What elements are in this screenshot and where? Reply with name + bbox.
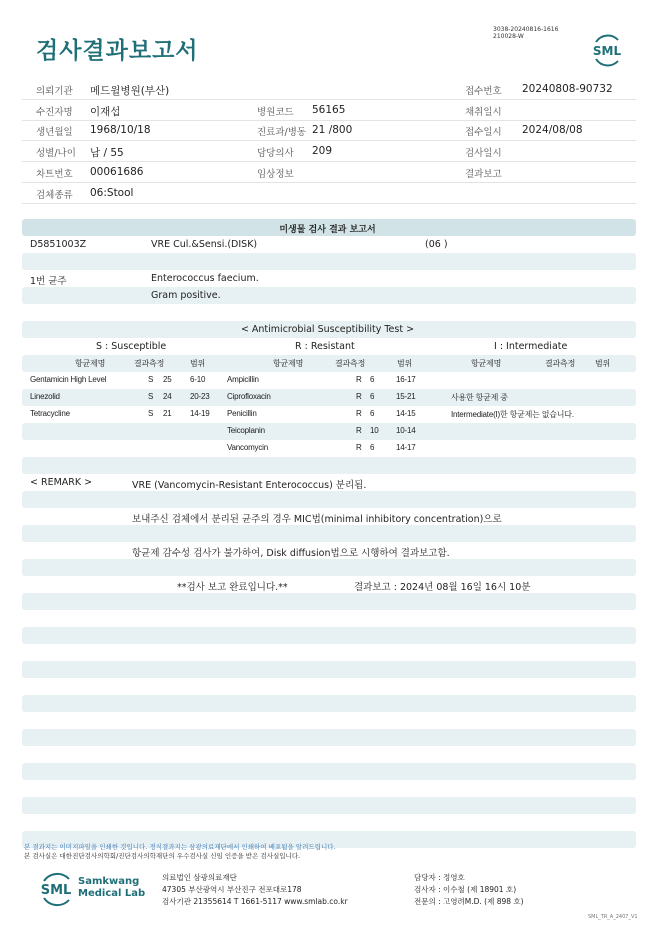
info-label: 검사일시 bbox=[465, 148, 502, 160]
remark-label: < REMARK > bbox=[30, 477, 93, 488]
section-title: 미생물 검사 결과 보고서 bbox=[279, 225, 376, 235]
info-label: 병원코드 bbox=[257, 106, 294, 118]
remark-text: VRE (Vancomycin-Resistant Enterococcus) 분리됨. bbox=[132, 480, 367, 491]
info-value: 20240808-90732 bbox=[522, 83, 613, 95]
table-row bbox=[22, 746, 636, 763]
table-row bbox=[22, 729, 636, 746]
info-row bbox=[22, 161, 636, 183]
info-value: 56165 bbox=[312, 103, 346, 116]
info-row bbox=[22, 78, 636, 100]
org-address: 47305 부산광역시 부산진구 전포대로178 bbox=[162, 885, 302, 894]
remark-text: 보내주신 검체에서 분리된 균주의 경우 MIC법(minimal inhibitory concentration)으로 bbox=[132, 514, 502, 525]
table-row bbox=[22, 593, 636, 610]
table-row bbox=[22, 644, 636, 661]
drug-zone: 6 bbox=[370, 409, 375, 418]
drug-range: 6-10 bbox=[190, 375, 206, 384]
samkwang-logo-text bbox=[78, 876, 145, 900]
info-label: 담당의사 bbox=[257, 148, 294, 160]
svg-text:SML: SML bbox=[592, 44, 622, 58]
table-row bbox=[22, 304, 636, 321]
info-row bbox=[22, 140, 636, 162]
table-row bbox=[22, 457, 636, 474]
specimen-code: (06 ) bbox=[425, 239, 448, 250]
info-value: 이재섭 bbox=[90, 105, 121, 118]
logo-name-1: Samkwang bbox=[78, 876, 140, 887]
table-row bbox=[22, 695, 636, 712]
col-header-drug: 항균제명 bbox=[273, 359, 304, 368]
table-row bbox=[22, 610, 636, 627]
document-id bbox=[493, 26, 558, 40]
drug-zone: 25 bbox=[163, 375, 172, 384]
drug-name: Ampicillin bbox=[227, 375, 259, 384]
logo-name-2: Medical Lab bbox=[78, 888, 146, 899]
col-header-result: 결과측정 bbox=[545, 359, 576, 368]
col-header-drug: 항균제명 bbox=[75, 359, 106, 368]
drug-zone: 6 bbox=[370, 443, 375, 452]
info-label: 결과보고 bbox=[465, 168, 502, 180]
drug-name: Penicillin bbox=[227, 409, 257, 418]
isolate-label: 1번 균주 bbox=[30, 276, 67, 287]
test-name: VRE Cul.&Sensi.(DISK) bbox=[151, 239, 258, 250]
info-label: 접수일시 bbox=[465, 127, 502, 139]
lab-address-block bbox=[162, 872, 348, 908]
report-time: 결과보고 : 2024년 08월 16일 16시 10분 bbox=[354, 582, 531, 593]
drug-name: Gentamicin High Level bbox=[30, 375, 107, 384]
table-row bbox=[22, 814, 636, 831]
col-header-drug: 항균제명 bbox=[471, 359, 502, 368]
drug-zone: 21 bbox=[163, 409, 172, 418]
test-code: D5851003Z bbox=[30, 239, 87, 250]
info-row bbox=[22, 182, 636, 204]
legend-intermediate: I : Intermediate bbox=[494, 341, 568, 352]
info-label: 차트번호 bbox=[36, 168, 73, 180]
doc-id-1: 3038-20240816-1616 bbox=[493, 26, 559, 33]
doc-id-2: 210028-W bbox=[493, 33, 524, 40]
org-contact: 검사기관 21355614 T 1661-5117 www.smlab.co.kr bbox=[162, 897, 348, 906]
table-row bbox=[22, 712, 636, 729]
drug-interpretation: S bbox=[148, 409, 154, 418]
info-label: 접수번호 bbox=[465, 86, 502, 97]
col-header-result: 결과측정 bbox=[335, 359, 366, 368]
notice-image-print: 본 결과지는 이미지파일을 인쇄한 것입니다. 정식결과지는 삼광의료재단에서 인쇄하여 배포됨을 알려드립니다. bbox=[24, 843, 336, 851]
table-row bbox=[22, 576, 636, 593]
report-complete: **검사 보고 완료입니다.** bbox=[177, 582, 288, 593]
drug-zone: 6 bbox=[370, 375, 375, 384]
drug-interpretation: R bbox=[356, 409, 362, 418]
info-label: 의뢰기관 bbox=[36, 86, 73, 97]
drug-range: 20-23 bbox=[190, 392, 210, 401]
drug-range: 14-15 bbox=[396, 409, 416, 418]
table-row bbox=[22, 678, 636, 695]
info-label: 수진자명 bbox=[36, 106, 73, 118]
info-row bbox=[22, 99, 636, 121]
intermediate-note: Intermediate(I)한 항균제는 없습니다. bbox=[451, 410, 574, 419]
col-header-range: 범위 bbox=[190, 359, 206, 368]
signatories-block bbox=[414, 872, 524, 908]
info-value: 06:Stool bbox=[90, 186, 134, 199]
org-name: 의료법인 삼광의료재단 bbox=[162, 873, 237, 882]
table-row bbox=[22, 797, 636, 814]
drug-name: Vancomycin bbox=[227, 443, 268, 452]
table-row bbox=[22, 525, 636, 542]
table-row bbox=[22, 270, 636, 287]
info-value: 00061686 bbox=[90, 165, 144, 178]
drug-name: Linezolid bbox=[30, 392, 60, 401]
page-title: 검사결과보고서 bbox=[36, 38, 199, 64]
table-row bbox=[22, 389, 636, 406]
col-header-range: 범위 bbox=[397, 359, 413, 368]
tester: 검사자 : 이수철 (제 18901 호) bbox=[414, 885, 517, 894]
drug-interpretation: S bbox=[148, 375, 154, 384]
table-row bbox=[22, 661, 636, 678]
drug-zone: 6 bbox=[370, 392, 375, 401]
info-value: 2024/08/08 bbox=[522, 124, 583, 137]
drug-zone: 10 bbox=[370, 426, 379, 435]
drug-name: Ciprofloxacin bbox=[227, 392, 271, 401]
table-row bbox=[22, 253, 636, 270]
table-row bbox=[22, 423, 636, 440]
svg-text:SML: SML bbox=[40, 883, 72, 898]
table-row bbox=[22, 627, 636, 644]
table-row bbox=[22, 287, 636, 304]
table-row bbox=[22, 763, 636, 780]
info-row bbox=[22, 119, 636, 141]
table-row bbox=[22, 780, 636, 797]
info-value: 21 /800 bbox=[312, 124, 353, 137]
drug-zone: 24 bbox=[163, 392, 172, 401]
drug-range: 14-17 bbox=[396, 443, 416, 452]
specialist: 전문의 : 고영려M.D. (제 898 호) bbox=[414, 897, 524, 906]
form-code: SML_TR_A_2407_V1 bbox=[588, 914, 638, 920]
table-row bbox=[22, 440, 636, 457]
info-value: 1968/10/18 bbox=[90, 124, 151, 137]
manager: 담당자 : 정영호 bbox=[414, 873, 465, 882]
drug-interpretation: R bbox=[356, 392, 362, 401]
info-label: 진료과/병동 bbox=[257, 127, 307, 139]
sml-logo-icon bbox=[590, 32, 624, 68]
info-label: 임상정보 bbox=[257, 168, 294, 180]
drug-interpretation: R bbox=[356, 375, 362, 384]
table-row bbox=[22, 559, 636, 576]
drug-name: Teicoplanin bbox=[227, 426, 265, 435]
ast-title: < Antimicrobial Susceptibility Test > bbox=[240, 324, 415, 335]
col-header-range: 범위 bbox=[595, 359, 611, 368]
drug-range: 10-14 bbox=[396, 426, 416, 435]
table-row bbox=[22, 236, 636, 253]
intermediate-note: 사용한 항균제 중 bbox=[451, 393, 508, 402]
legend-resistant: R : Resistant bbox=[295, 341, 355, 352]
info-value: 메드윌병원(부산) bbox=[90, 85, 170, 97]
drug-interpretation: R bbox=[356, 426, 362, 435]
organism-name: Enterococcus faecium. bbox=[151, 273, 259, 284]
info-value: 남 / 55 bbox=[90, 147, 124, 160]
remark-text: 항균제 감수성 검사가 불가하여, Disk diffusion법으로 시행하여 결과보고함. bbox=[132, 548, 450, 559]
info-label: 채취일시 bbox=[465, 106, 502, 118]
drug-interpretation: S bbox=[148, 392, 154, 401]
col-header-result: 결과측정 bbox=[134, 359, 165, 368]
gram-stain: Gram positive. bbox=[151, 290, 221, 301]
notice-accreditation: 본 검사실은 대한진단검사의학회/진단검사의학재단의 우수검사실 신임 인증을 받은 검사실입니다. bbox=[24, 852, 301, 860]
table-row bbox=[22, 355, 636, 372]
drug-interpretation: R bbox=[356, 443, 362, 452]
drug-range: 15-21 bbox=[396, 392, 416, 401]
info-label: 성별/나이 bbox=[36, 148, 76, 160]
samkwang-logo-icon bbox=[36, 870, 76, 908]
info-label: 검체종류 bbox=[36, 189, 73, 201]
table-row bbox=[22, 491, 636, 508]
info-label: 생년월일 bbox=[36, 127, 73, 139]
drug-name: Tetracycline bbox=[30, 409, 70, 418]
drug-range: 14-19 bbox=[190, 409, 210, 418]
legend-susceptible: S : Susceptible bbox=[96, 341, 167, 352]
table-row bbox=[22, 372, 636, 389]
info-value: 209 bbox=[312, 145, 333, 158]
drug-range: 16-17 bbox=[396, 375, 416, 384]
